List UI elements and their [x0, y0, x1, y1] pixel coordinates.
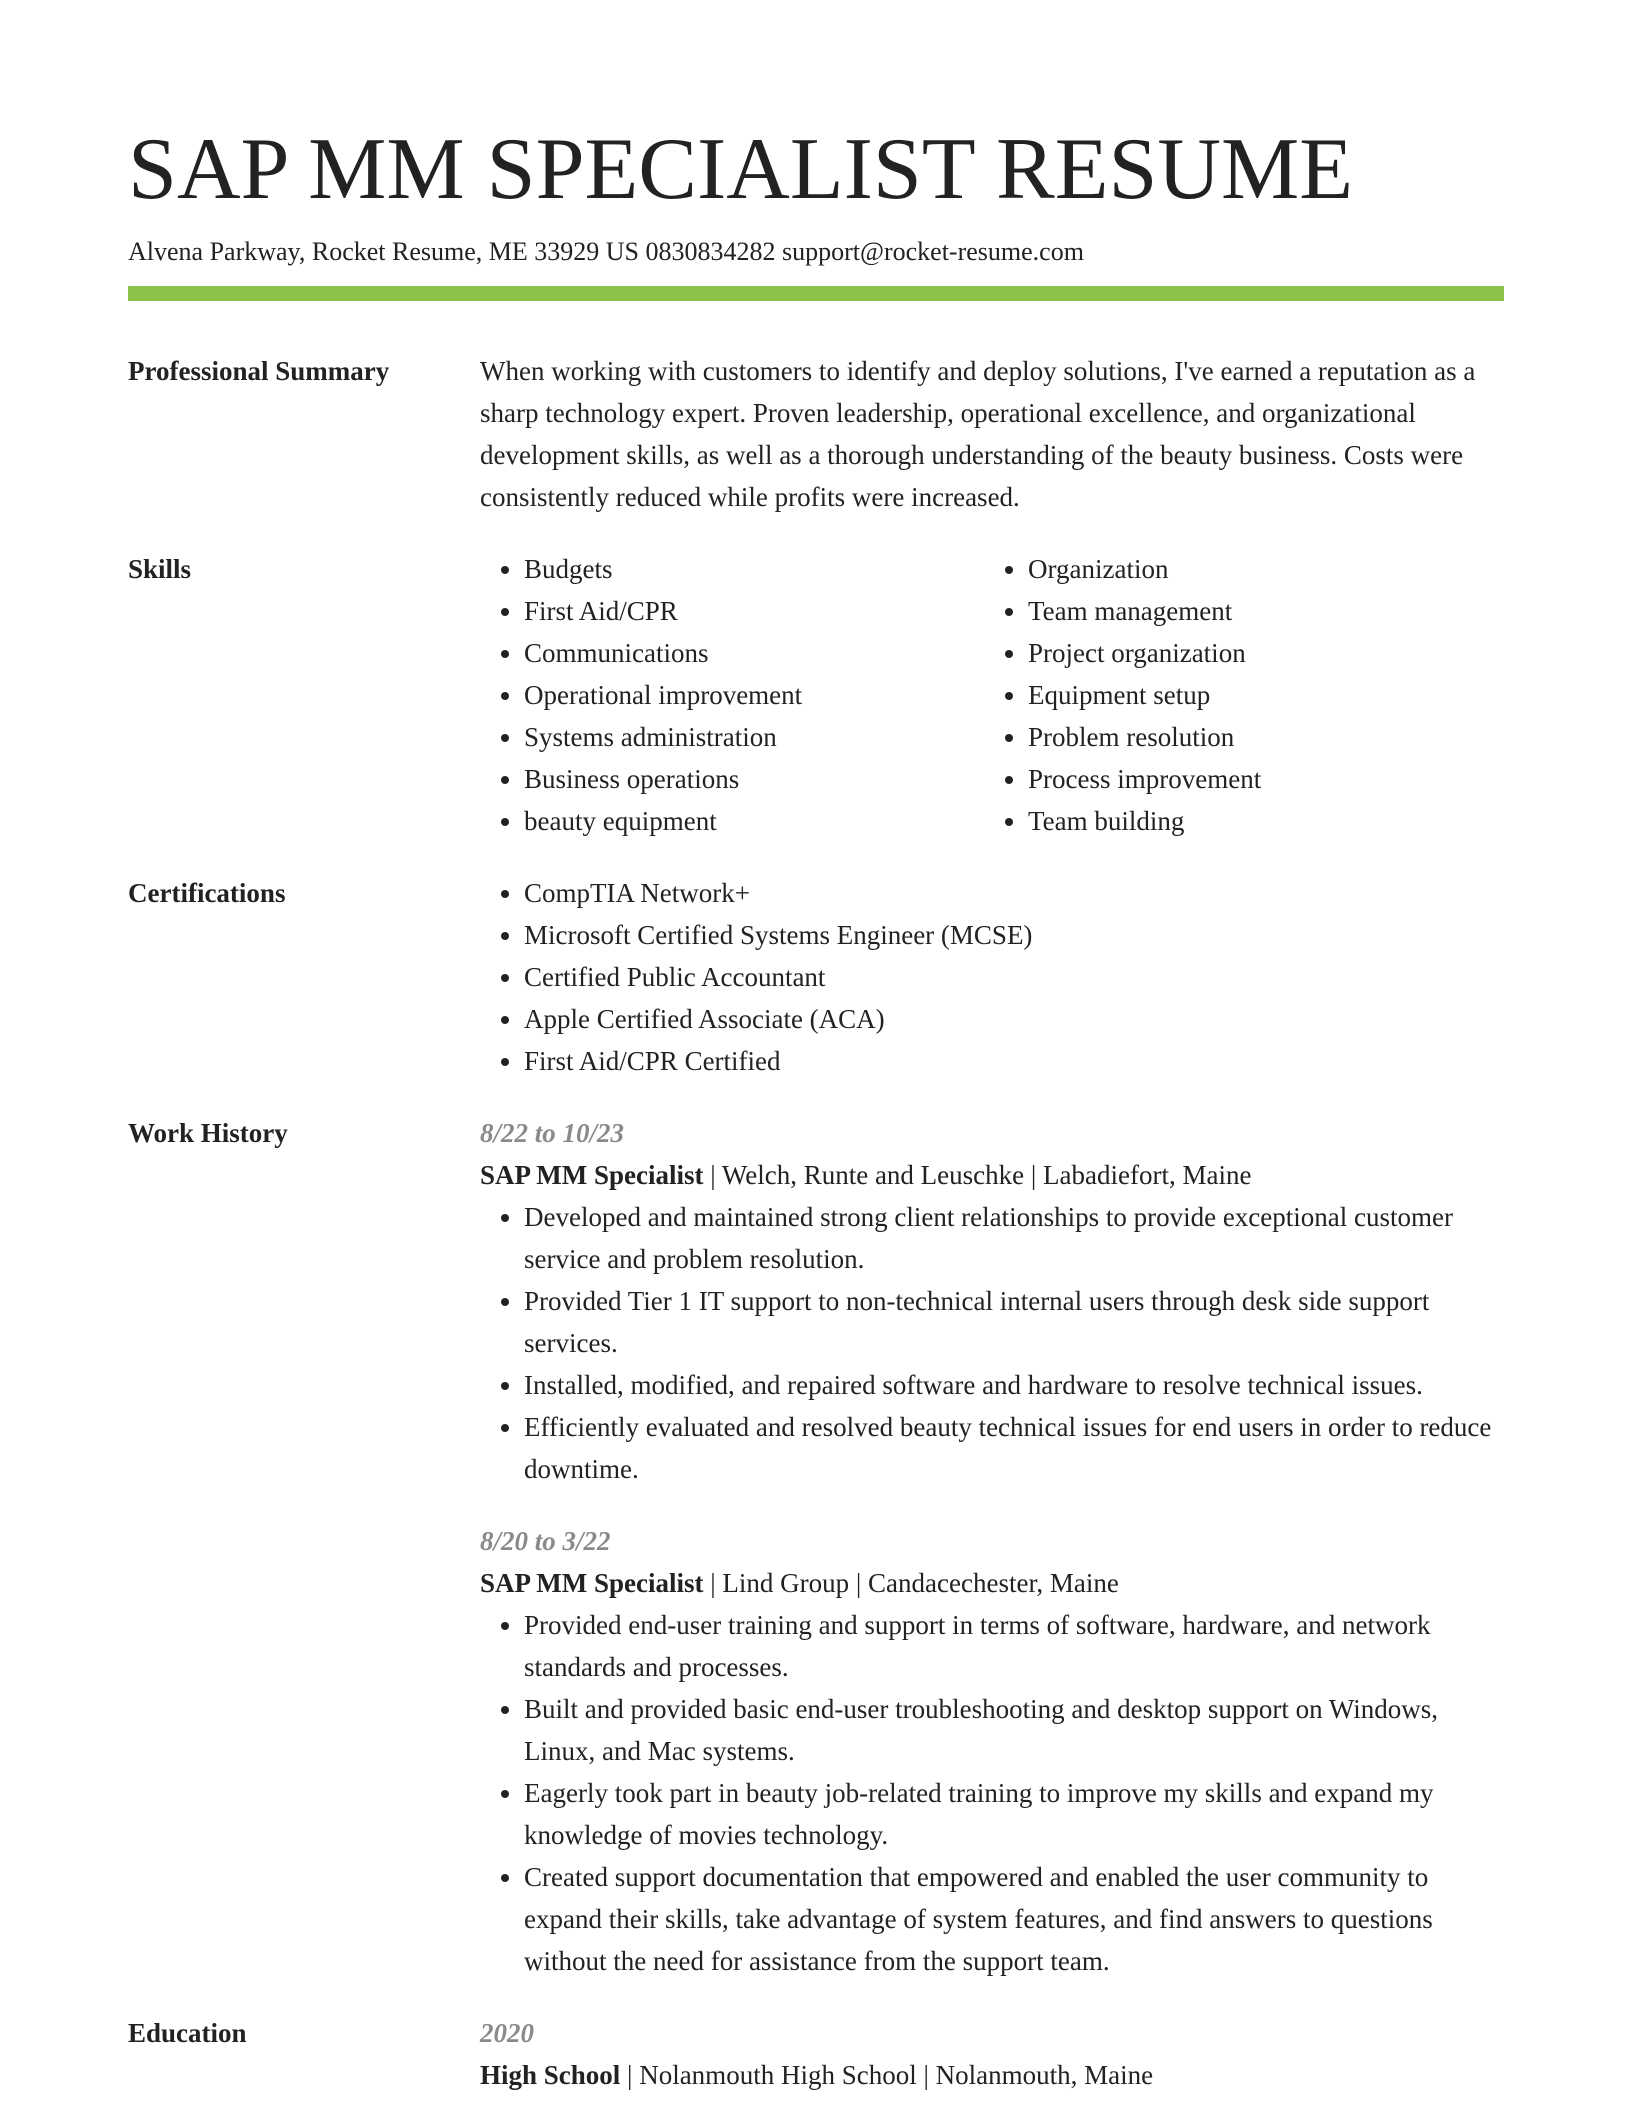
section-label-education: Education: [128, 2018, 247, 2048]
section-label-skills: Skills: [128, 554, 192, 584]
list-item: • Systems administration: [524, 716, 984, 758]
job-title: SAP MM Specialist: [480, 1568, 704, 1598]
education-body: [480, 2012, 1504, 2096]
job-heading: [480, 1562, 1504, 1604]
list-item: • Provided end-user training and support in terms of software, hardware, and network standards and processes.: [524, 1604, 1504, 1688]
summary-text: When working with customers to identify and deploy solutions, I've earned a reputation as a sharp technology expert. Proven leadership, operational excellence, and organizational development skills, as well as a thorough understanding of the beauty business. Costs were consistently reduced while profits were increased.: [480, 356, 1476, 512]
list-item: • Team management: [1028, 590, 1488, 632]
list-item: • Installed, modified, and repaired software and hardware to resolve technical issues.: [524, 1364, 1504, 1406]
education-dates: 2020: [480, 2018, 534, 2048]
list-item: • Microsoft Certified Systems Engineer (MCSE): [524, 914, 1504, 956]
list-item: • Organization: [1028, 548, 1488, 590]
list-item: • Budgets: [524, 548, 984, 590]
list-item: • Efficiently evaluated and resolved beauty technical issues for end users in order to reduce downtime.: [524, 1406, 1504, 1490]
list-item: • Built and provided basic end-user troubleshooting and desktop support on Windows, Linux, and Mac systems.: [524, 1688, 1504, 1772]
list-item: • Operational improvement: [524, 674, 984, 716]
section-certifications: [128, 872, 1504, 1082]
job-details: | Lind Group | Candacechester, Maine: [703, 1568, 1119, 1598]
list-item: • Problem resolution: [1028, 716, 1488, 758]
education-heading: [480, 2054, 1504, 2096]
list-item: • Provided Tier 1 IT support to non-technical internal users through desk side support services.: [524, 1280, 1504, 1364]
work-history-body: [480, 1112, 1504, 1982]
resume-page: [128, 118, 1504, 2096]
accent-divider: [128, 286, 1504, 301]
job-bullets: [480, 1604, 1504, 1982]
section-professional-summary: [128, 350, 1504, 518]
job-dates: 8/20 to 3/22: [480, 1526, 611, 1556]
education-details: | Nolanmouth High School | Nolanmouth, Maine: [620, 2060, 1154, 2090]
job-heading: [480, 1154, 1504, 1196]
section-work-history: [128, 1112, 1504, 1982]
list-item: • Developed and maintained strong client relationships to provide exceptional customer service and problem resolution.: [524, 1196, 1504, 1280]
job-bullets: [480, 1196, 1504, 1490]
list-item: • Created support documentation that empowered and enabled the user community to expand their skills, take advantage of system features, and find answers to questions without the need for assistance from the support team.: [524, 1856, 1504, 1982]
list-item: • First Aid/CPR Certified: [524, 1040, 1504, 1082]
list-item: • Team building: [1028, 800, 1488, 842]
list-item: • Process improvement: [1028, 758, 1488, 800]
job-entry: [480, 1112, 1504, 1490]
list-item: • Business operations: [524, 758, 984, 800]
list-item: • Apple Certified Associate (ACA): [524, 998, 1504, 1040]
list-item: • Equipment setup: [1028, 674, 1488, 716]
list-item: • Eagerly took part in beauty job-related training to improve my skills and expand my knowledge of movies technology.: [524, 1772, 1504, 1856]
section-label-work-history: Work History: [128, 1118, 288, 1148]
skills-column-left: [480, 548, 984, 842]
list-item: • First Aid/CPR: [524, 590, 984, 632]
contact-line: Alvena Parkway, Rocket Resume, ME 33929 US 0830834282 support@rocket-resume.com: [128, 237, 1084, 266]
list-item: • Certified Public Accountant: [524, 956, 1504, 998]
skills-column-right: [984, 548, 1488, 842]
job-dates: 8/22 to 10/23: [480, 1118, 625, 1148]
section-education: [128, 2012, 1504, 2096]
job-title: SAP MM Specialist: [480, 1160, 704, 1190]
job-entry: [480, 1520, 1504, 1982]
job-details: | Welch, Runte and Leuschke | Labadiefort, Maine: [703, 1160, 1252, 1190]
education-title: High School: [480, 2060, 621, 2090]
list-item: • beauty equipment: [524, 800, 984, 842]
resume-title: SAP MM SPECIALIST RESUME: [128, 121, 1353, 218]
list-item: • Communications: [524, 632, 984, 674]
section-label-summary: Professional Summary: [128, 356, 390, 386]
section-label-certifications: Certifications: [128, 878, 286, 908]
list-item: • CompTIA Network+: [524, 872, 1504, 914]
skills-grid: [480, 548, 1504, 842]
section-skills: [128, 548, 1504, 842]
certifications-list: [480, 872, 1504, 1082]
list-item: • Project organization: [1028, 632, 1488, 674]
